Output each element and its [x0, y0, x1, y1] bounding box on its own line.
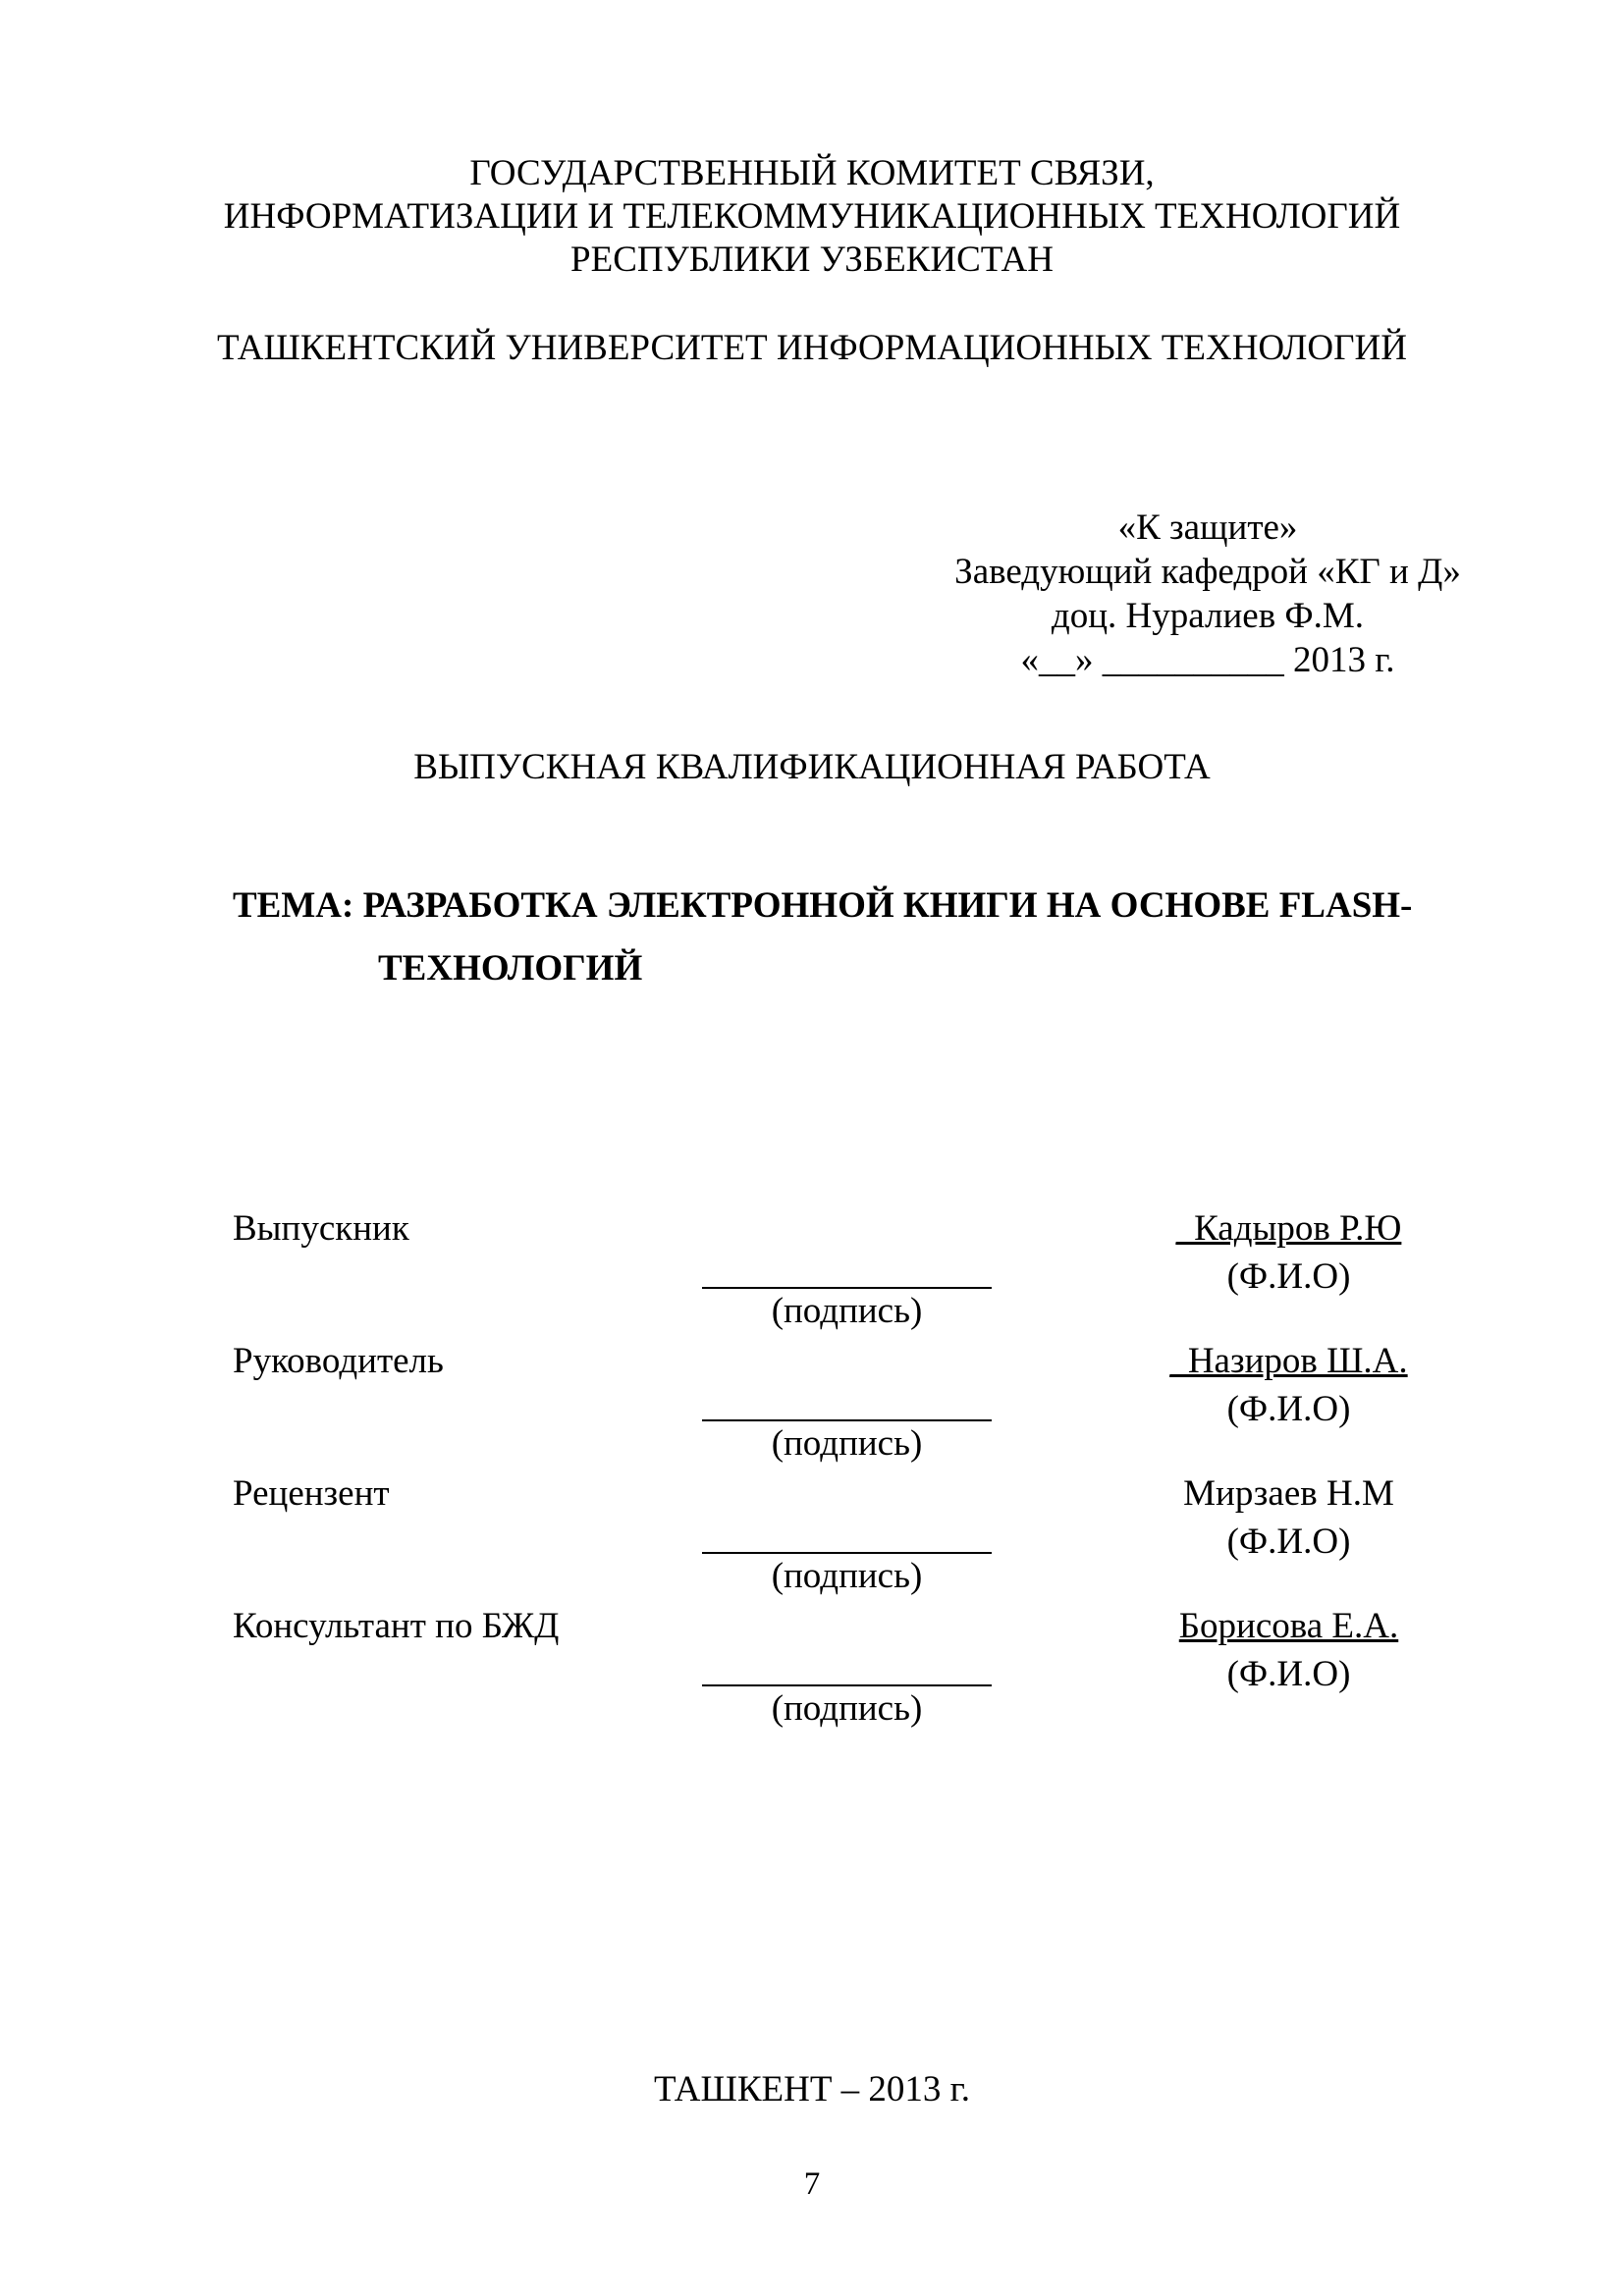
- fio-caption: (Ф.И.О): [1226, 1256, 1351, 1297]
- header-line-2: ИНФОРМАТИЗАЦИИ И ТЕЛЕКОММУНИКАЦИОННЫХ ТЕХНОЛОГИЙ: [223, 196, 1401, 237]
- approval-line-4: «__» __________ 2013 г.: [1020, 640, 1395, 680]
- signature-caption: (подпись): [771, 1291, 923, 1331]
- signature-line: [702, 1552, 992, 1554]
- signature-caption: (подпись): [771, 1423, 923, 1464]
- university-name: ТАШКЕНТСКИЙ УНИВЕРСИТЕТ ИНФОРМАЦИОННЫХ ТЕХНОЛОГИЙ: [217, 328, 1407, 368]
- role-label: Консультант по БЖД: [233, 1606, 560, 1646]
- person-name: _Кадыров Р.Ю: [1175, 1208, 1402, 1249]
- role-label: Руководитель: [233, 1341, 444, 1381]
- header-line-3: РЕСПУБЛИКИ УЗБЕКИСТАН: [570, 240, 1054, 280]
- city-year: ТАШКЕНТ – 2013 г.: [654, 2069, 970, 2109]
- approval-line-2: Заведующий кафедрой «КГ и Д»: [954, 552, 1461, 592]
- role-label: Выпускник: [233, 1208, 409, 1249]
- organization-header: [0, 152, 1624, 282]
- approval-line-3: доц. Нуралиев Ф.М.: [1051, 596, 1365, 636]
- approval-line-1: «К защите»: [1117, 507, 1298, 548]
- person-name: Мирзаев Н.М: [1183, 1473, 1394, 1514]
- header-line-1: ГОСУДАРСТВЕННЫЙ КОМИТЕТ СВЯЗИ,: [469, 153, 1155, 193]
- fio-caption: (Ф.И.О): [1226, 1654, 1351, 1694]
- approval-block: [903, 506, 1512, 682]
- page-number: 7: [803, 2166, 821, 2202]
- signature-row-safety-consultant: [0, 1605, 1624, 1737]
- signature-line: [702, 1684, 992, 1686]
- theme-line-2: ТЕХНОЛОГИЙ: [378, 948, 643, 988]
- signature-row-graduate: [0, 1207, 1624, 1340]
- role-label: Рецензент: [233, 1473, 390, 1514]
- signature-line: [702, 1287, 992, 1289]
- fio-caption: (Ф.И.О): [1226, 1389, 1351, 1429]
- signature-caption: (подпись): [771, 1688, 923, 1729]
- signature-row-reviewer: [0, 1472, 1624, 1605]
- person-name: Борисова Е.А.: [1178, 1606, 1399, 1646]
- signature-line: [702, 1419, 992, 1421]
- person-name: _Назиров Ш.А.: [1169, 1341, 1408, 1381]
- fio-caption: (Ф.И.О): [1226, 1522, 1351, 1562]
- theme-line-1: ТЕМА: РАЗРАБОТКА ЭЛЕКТРОННОЙ КНИГИ НА ОСНОВЕ FLASH-: [233, 885, 1413, 926]
- work-type-title: ВЫПУСКНАЯ КВАЛИФИКАЦИОННАЯ РАБОТА: [413, 747, 1211, 787]
- signature-caption: (подпись): [771, 1556, 923, 1596]
- signature-row-supervisor: [0, 1340, 1624, 1472]
